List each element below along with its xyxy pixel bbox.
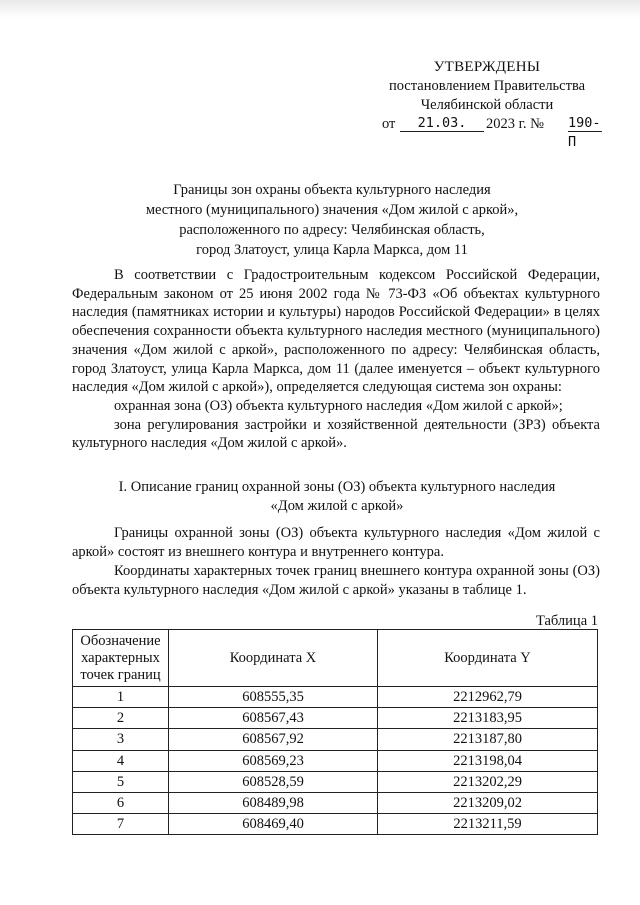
approval-date: 21.03. (400, 114, 484, 132)
table-row (73, 771, 598, 792)
year-number-label: 2023 г. № (486, 116, 545, 132)
approval-number: 190-П (568, 115, 601, 150)
section-paragraph-2: Координаты характерных точек границ внешнего контура охранной зоны (ОЗ) объекта культурного наследия «Дом жилой с аркой» указаны в таблице 1. (72, 562, 600, 598)
cell-x: 608567,92 (169, 729, 378, 750)
zone-item-regulation: зона регулирования застройки и хозяйственной деятельности (ЗРЗ) объекта культурного наследия «Дом жилой с аркой». (72, 416, 600, 452)
cell-y: 2213202,29 (378, 771, 598, 792)
cell-y: 2212962,79 (378, 687, 598, 708)
table-row (73, 708, 598, 729)
cell-point: 6 (73, 792, 169, 813)
zone-item-protection: охранная зона (ОЗ) объекта культурного наследия «Дом жилой с аркой»; (114, 397, 563, 414)
scan-shadow (0, 0, 640, 18)
cell-x: 608569,23 (169, 750, 378, 771)
cell-point: 1 (73, 687, 169, 708)
cell-x: 608567,43 (169, 708, 378, 729)
section-heading (82, 478, 592, 516)
document-title-line-2: местного (муниципального) значения «Дом жилой с аркой», (145, 202, 519, 218)
cell-y: 2213187,80 (378, 729, 598, 750)
document-title-line-4: город Златоуст, улица Карла Маркса, дом 11 (196, 242, 468, 258)
cell-point: 2 (73, 708, 169, 729)
cell-point: 3 (73, 729, 169, 750)
cell-y: 2213209,02 (378, 792, 598, 813)
cell-x: 608469,40 (169, 814, 378, 835)
header-x: Координата X (169, 630, 378, 687)
cell-x: 608528,59 (169, 771, 378, 792)
cell-x: 608555,35 (169, 687, 378, 708)
table-row (73, 750, 598, 771)
cell-y: 2213198,04 (378, 750, 598, 771)
header-point: Обозначение характерных точек границ (73, 630, 169, 687)
approval-block (376, 58, 601, 150)
cell-point: 5 (73, 771, 169, 792)
section-heading-line-1: I. Описание границ охранной зоны (ОЗ) объекта культурного наследия (118, 479, 556, 495)
section-body (72, 524, 600, 600)
intro-paragraph: В соответствии с Градостроительным кодексом Российской Федерации, Федеральным законом от 25 июня 2002 года № 73-ФЗ «Об объектах культурного наследия (памятниках истории и культуры) народов Российской Федерации» в целях обеспечения сохранности объекта культурного наследия местного (муниципального) значения «Дом жилой с аркой», расположенного по адресу: Челябинская область, город Златоуст, улица Карла Маркса, дом 11 (далее именуется – объект культурного наследия «Дом жилой с аркой»), определяется следующая система зон охраны: (72, 267, 600, 396)
approval-date-line (376, 115, 601, 150)
approval-line-1: постановлением Правительства (388, 78, 586, 94)
table-row (73, 792, 598, 813)
date-from-label: от (382, 116, 396, 132)
cell-y: 2213183,95 (378, 708, 598, 729)
approval-title: УТВЕРЖДЕНЫ (433, 59, 541, 75)
cell-point: 7 (73, 814, 169, 835)
coordinates-table (72, 629, 598, 835)
section-paragraph-1: Границы охранной зоны (ОЗ) объекта культурного наследия «Дом жилой с аркой» состоят из внешнего контура и внутреннего контура. (72, 525, 600, 560)
document-title (82, 180, 582, 260)
document-title-line-1: Границы зон охраны объекта культурного наследия (173, 182, 491, 198)
table-row (73, 687, 598, 708)
header-y: Координата Y (378, 630, 598, 687)
table-caption: Таблица 1 (535, 613, 598, 629)
intro-section (72, 266, 600, 453)
approval-line-2: Челябинской области (420, 97, 554, 113)
table-row (73, 729, 598, 750)
document-title-line-3: расположенного по адресу: Челябинская область, (179, 222, 485, 238)
cell-y: 2213211,59 (378, 814, 598, 835)
cell-x: 608489,98 (169, 792, 378, 813)
table-header-row (73, 630, 598, 687)
cell-point: 4 (73, 750, 169, 771)
table-row (73, 814, 598, 835)
section-heading-line-2: «Дом жилой с аркой» (270, 498, 404, 514)
